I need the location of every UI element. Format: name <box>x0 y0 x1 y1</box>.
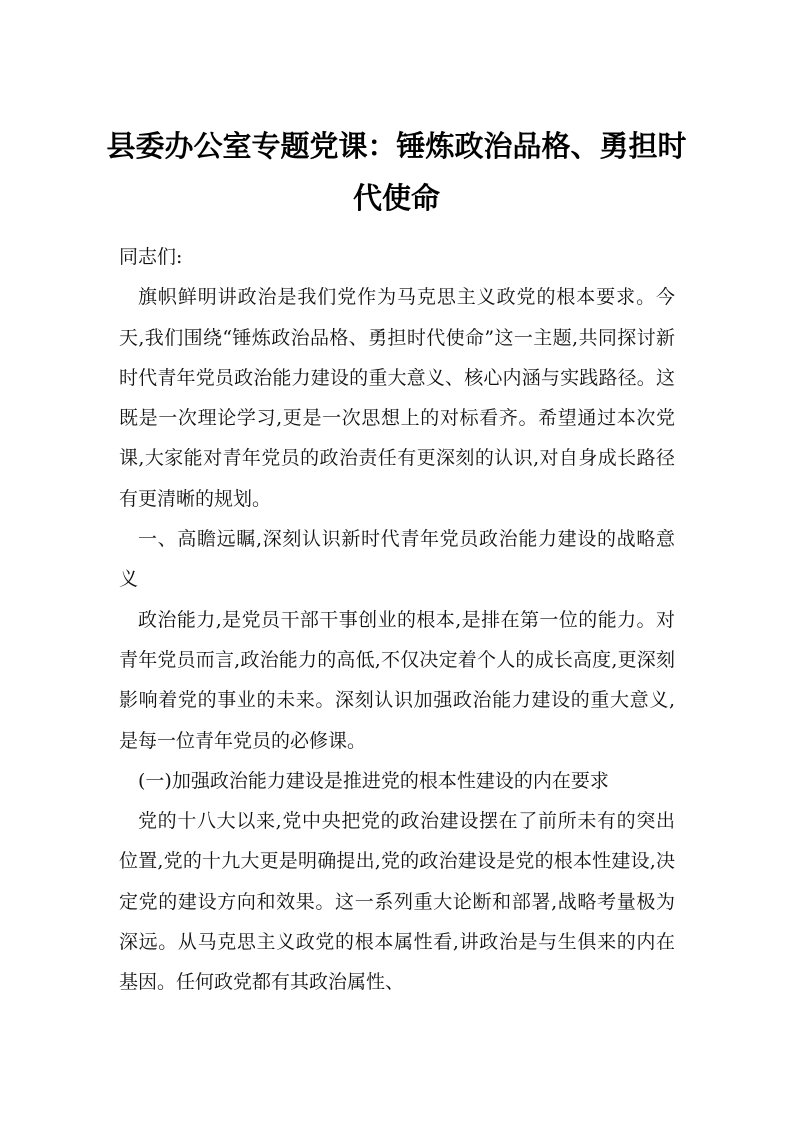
document-body <box>119 237 675 1003</box>
salutation: 同志们: <box>119 246 183 268</box>
document-title: 县委办公室专题党课：锤炼政治品格、勇担时代使命 <box>106 129 687 215</box>
section-heading-1: 一、高瞻远瞩,深刻认识新时代青年党员政治能力建设的战略意义 <box>119 528 675 591</box>
paragraph-party-building: 党的十八大以来,党中央把党的政治建设摆在了前所未有的突出位置,党的十九大更是明确提出,党的政治建设是党的根本性建设,决定党的建设方向和效果。这一系列重大论断和部署,战略考量极为深远。从马克思主义政党的根本属性看,讲政治是与生俱来的内在基因。任何政党都有其政治属性、 <box>119 810 675 994</box>
paragraph-intro: 旗帜鲜明讲政治是我们党作为马克思主义政党的根本要求。今天,我们围绕“锤炼政治品格、勇担时代使命”这一主题,共同探讨新时代青年党员政治能力建设的重大意义、核心内涵与实践路径。这既是一次理论学习,更是一次思想上的对标看齐。希望通过本次党课,大家能对青年党员的政治责任有更深刻的认识,对自身成长路径有更清晰的规划。 <box>119 286 675 510</box>
subsection-heading-1: (一)加强政治能力建设是推进党的根本性建设的内在要求 <box>138 769 609 792</box>
paragraph-political-capacity: 政治能力,是党员干部干事创业的根本,是排在第一位的能力。对青年党员而言,政治能力的高低,不仅决定着个人的成长高度,更深刻影响着党的事业的未来。深刻认识加强政治能力建设的重大意义,是每一位青年党员的必修课。 <box>119 608 675 752</box>
